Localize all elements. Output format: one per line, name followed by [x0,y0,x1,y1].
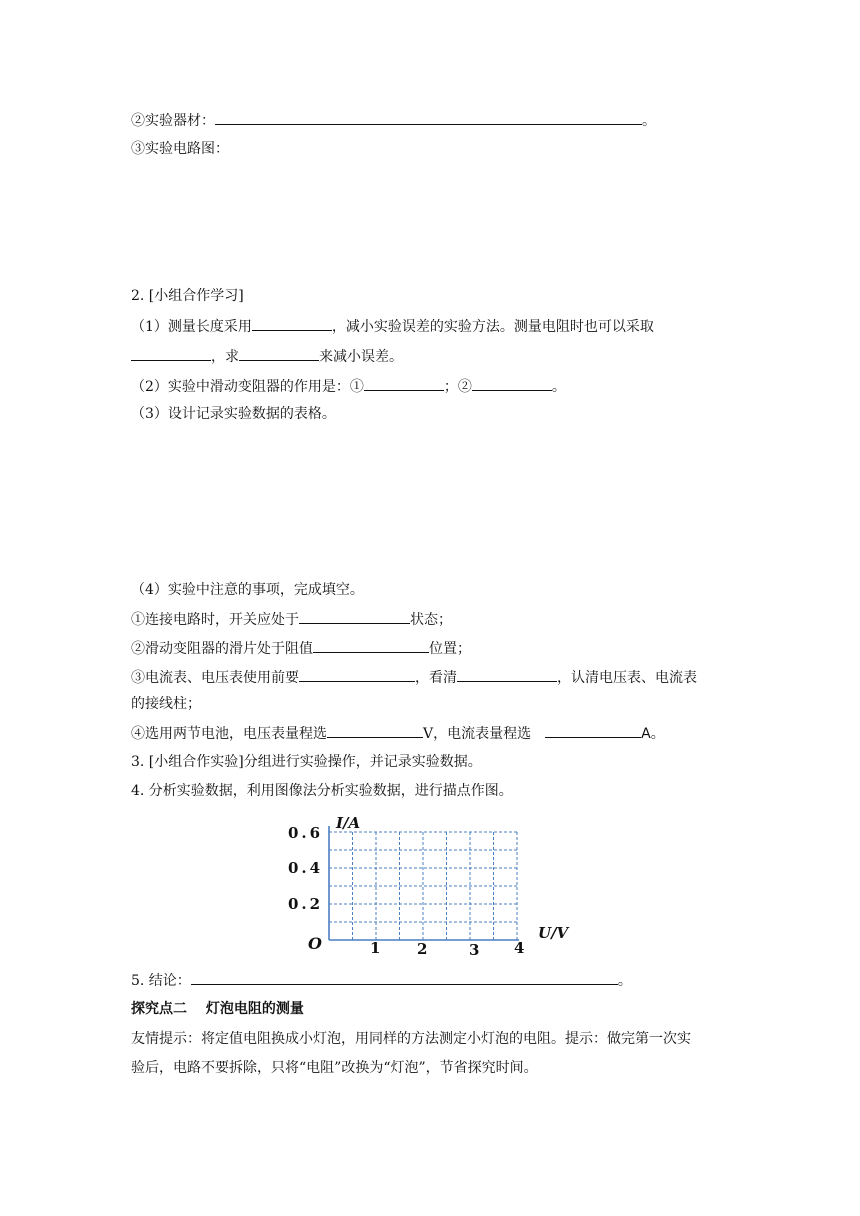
blank-rheostat-1[interactable] [364,376,444,391]
blank-see-clearly[interactable] [457,667,557,682]
conclusion-line: 5. 结论： 。 [131,970,632,991]
section-heading: 探究点二 灯泡电阻的测量 [131,1001,304,1017]
x-tick-label: 3 [469,941,480,959]
q2-p3: （3）设计记录实验数据的表格。 [131,406,336,422]
y-axis-label: I/A [336,814,361,832]
note-1: ①连接电路时，开关应处于 状态； [131,609,452,630]
q2-title: 2. [小组合作学习] [131,288,244,304]
blank-switch-state[interactable] [299,609,410,624]
iv-graph [282,812,582,962]
q3-text: 3. [小组合作实验]分组进行实验操作，并记录实验数据。 [131,754,482,770]
q2-p2: （2）实验中滑动变阻器的作用是：① ；② 。 [131,376,566,397]
x-tick-label: 1 [370,939,381,957]
x-axis-label: U/V [538,924,569,942]
graph-grid [329,826,519,940]
blank-take[interactable] [131,346,211,361]
y-tick-label: 0.2 [288,895,324,913]
blank-resistance-position[interactable] [313,638,429,653]
x-tick-label: 4 [514,939,525,957]
blank-rheostat-2[interactable] [472,376,552,391]
blank-before-use[interactable] [299,667,415,682]
conclusion-label: 5. 结论： [131,973,191,989]
blank-method[interactable] [252,316,332,331]
equipment-line: ②实验器材： 。 [131,110,656,131]
q2-p4: （4）实验中注意的事项，完成填空。 [131,582,364,598]
note-3-cont: 的接线柱； [131,696,201,712]
y-tick-label: 0.4 [288,859,324,877]
q2-p1-line1: （1）测量长度采用 ，减小实验误差的实验方法。测量电阻时也可以采取 [131,316,654,337]
blank-find[interactable] [239,346,319,361]
note-4: ④选用两节电池，电压表量程选 V，电流表量程选 A。 [131,723,665,744]
tip-line-1: 友情提示：将定值电阻换成小灯泡，用同样的方法测定小灯泡的电阻。提示：做完第一次实 [131,1031,691,1047]
tip-line-2: 验后，电路不要拆除，只将“电阻”改换为“灯泡”，节省探究时间。 [131,1060,538,1076]
q4-text: 4. 分析实验数据，利用图像法分析实验数据，进行描点作图。 [131,783,513,799]
note-2: ②滑动变阻器的滑片处于阻值 位置； [131,638,471,659]
circuit-label: ③实验电路图： [131,141,229,157]
origin-label: O [308,934,322,953]
blank-ammeter-range[interactable] [545,723,641,738]
y-tick-label: 0.6 [288,824,324,842]
blank-voltmeter-range[interactable] [327,723,423,738]
conclusion-blank[interactable] [191,970,618,985]
equipment-blank[interactable] [215,110,642,125]
x-tick-label: 2 [417,940,428,958]
note-3: ③电流表、电压表使用前要 ，看清 ，认清电压表、电流表 [131,667,697,688]
equipment-label: ②实验器材： [131,113,215,129]
q2-p1-line2: ，求 来减小误差。 [131,346,403,367]
